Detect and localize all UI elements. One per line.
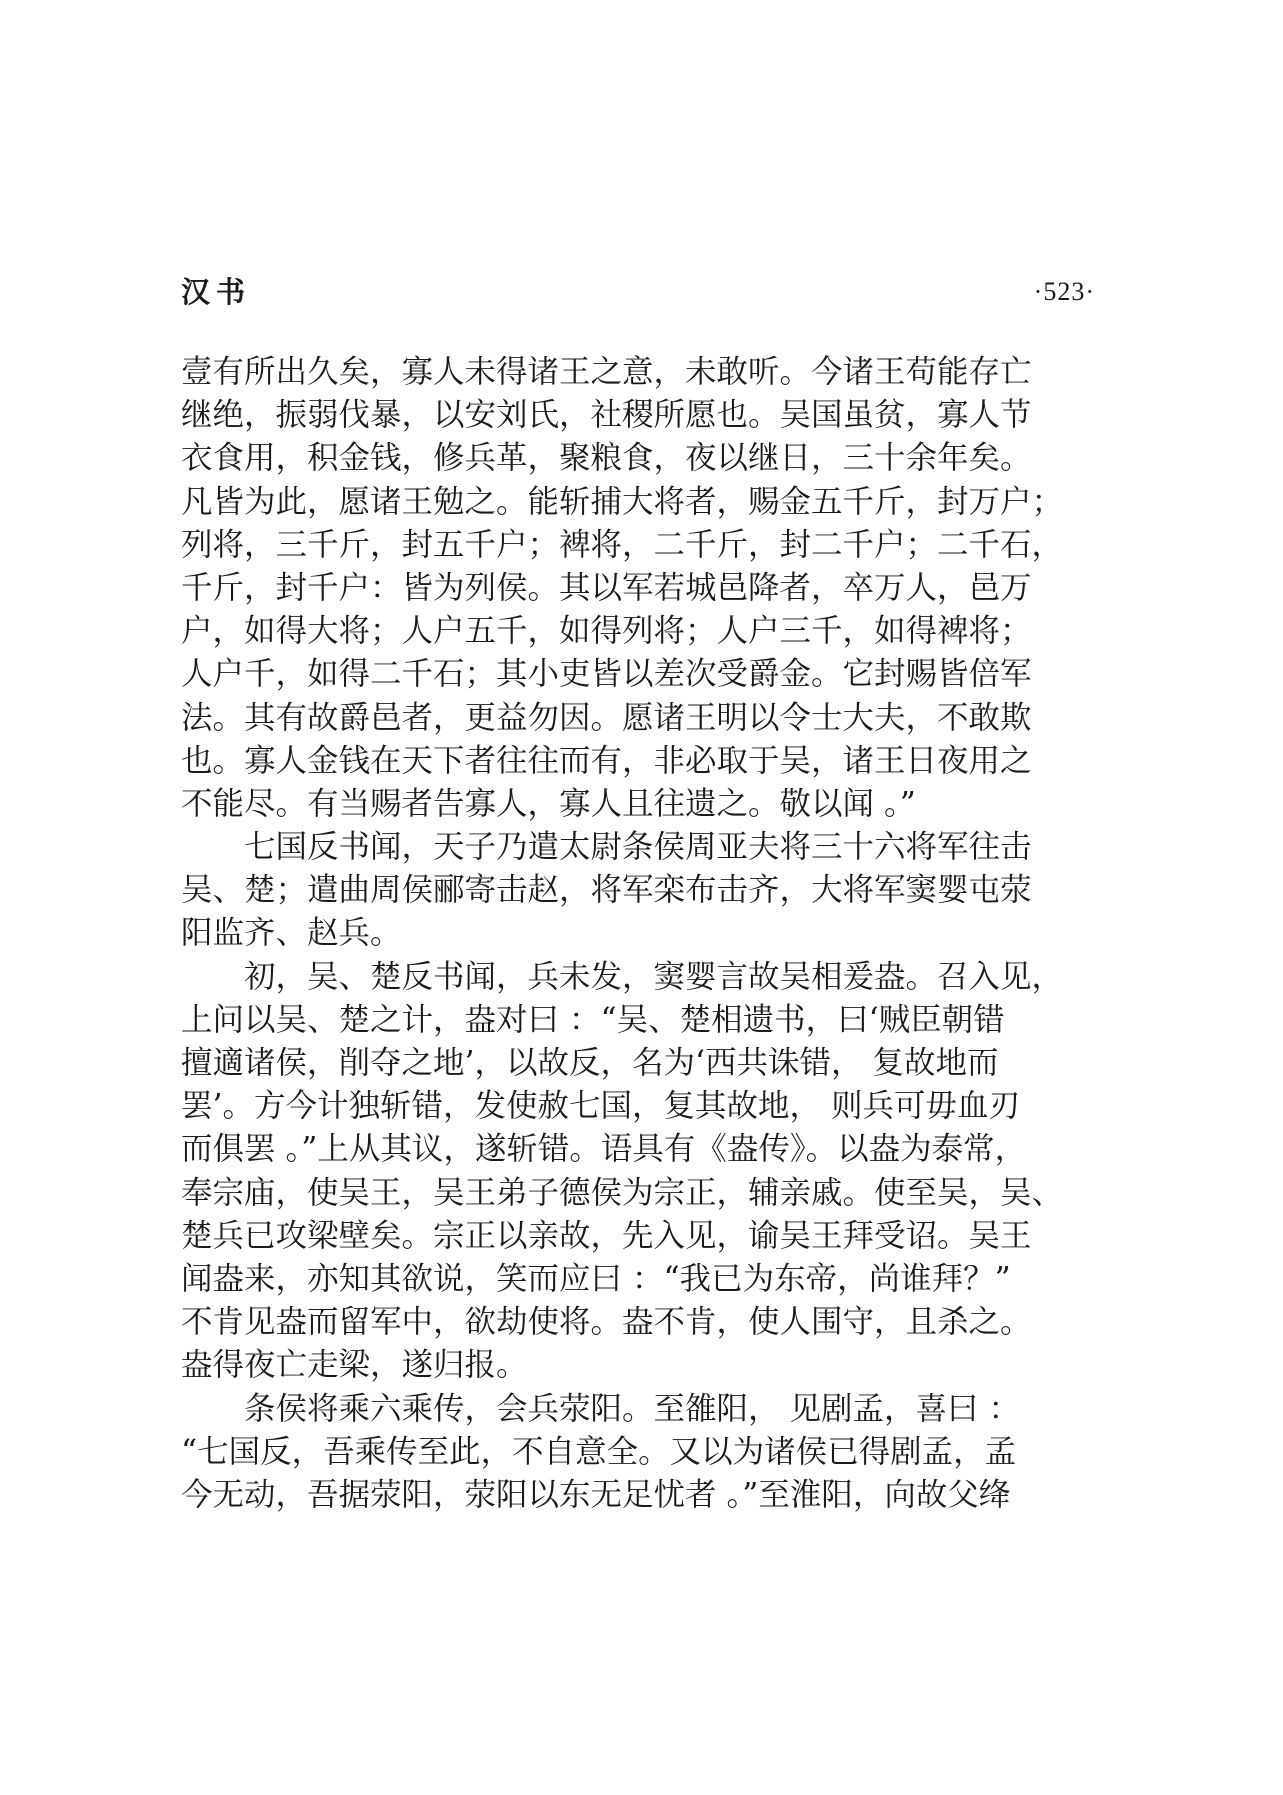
text-line: 列将，三千斤，封五千户；裨将，二千斤，封二千户；二千石，	[181, 526, 1064, 563]
text-line: 擅適诸侯，削夺之地’，以故反，名为‘西共诛错， 复故地而	[181, 1045, 999, 1081]
text-line: 奉宗庙，使吴王，吴王弟子德侯为宗正，辅亲戚。使至吴，吴、	[181, 1174, 1064, 1211]
text-line: 壹有所出久矣，寡人未得诸王之意，未敢听。今诸王苟能存亡	[181, 354, 1032, 390]
text-line: 罢’。方今计独斩错，发使赦七国，复其故地， 则兵可毋血刃	[181, 1088, 1021, 1125]
text-line: 户，如得大将；人户五千，如得列将；人户三千，如得裨将；	[181, 613, 1032, 650]
text-line: 人户千，如得二千石；其小吏皆以差次受爵金。它封赐皆倍军	[181, 656, 1032, 693]
text-line: 衣食用，积金钱，修兵革，聚粮食，夜以继日，三十余年矣。	[181, 440, 1032, 477]
text-line: 七国反书闻，天子乃遣太尉条侯周亚夫将三十六将军往击	[244, 829, 1032, 866]
text-line: 吴、楚；遣曲周侯郦寄击赵，将军栾布击齐，大将军窦婴屯荥	[181, 872, 1032, 909]
text-line: 千斤，封千户：皆为列侯。其以军若城邑降者，卒万人，邑万	[181, 569, 1032, 606]
page-number: ·523·	[1033, 277, 1095, 306]
book-title: 汉书	[181, 275, 252, 309]
text-line: 今无动，吾据荥阳，荥阳以东无足忧者 。”至淮阳，向故父绛	[181, 1476, 1011, 1513]
text-line: 上问以吴、楚之计，盎对曰 ：“吴、楚相遗书，曰‘贼臣朝错	[181, 1001, 1005, 1038]
text-line: 闻盎来，亦知其欲说，笑而应曰 ：“我已为东帝，尚谁拜？”	[181, 1260, 1011, 1297]
text-line: 条侯将乘六乘传，会兵荥阳。至雒阳， 见剧孟，喜曰 ：	[244, 1390, 1021, 1427]
text-line: 继绝，振弱伐暴，以安刘氏，社稷所愿也。吴国虽贫，寡人节	[181, 397, 1032, 434]
text-line: 不肯见盎而留军中，欲劫使将。盎不肯，使人围守，且杀之。	[181, 1304, 1032, 1341]
text-line: 盎得夜亡走梁，遂归报。	[181, 1347, 528, 1384]
text-line: 阳监齐、赵兵。	[181, 915, 402, 952]
paragraph	[181, 956, 1095, 1388]
text-line: 凡皆为此，愿诸王勉之。能斩捕大将者，赐金五千斤，封万户；	[181, 483, 1064, 520]
text-line: “七国反，吾乘传至此，不自意全。又以为诸侯已得剧孟，孟	[181, 1433, 1017, 1470]
text-line: 不能尽。有当赐者告寡人，寡人且往遗之。敬以闻 。”	[181, 785, 916, 822]
text-line: 初，吴、楚反书闻，兵未发，窦婴言故吴相爰盎。召入见，	[244, 958, 1064, 995]
body-text	[181, 351, 1095, 1517]
paragraph	[181, 826, 1095, 956]
text-line: 也。寡人金钱在天下者往往而有，非必取于吴，诸王日夜用之	[181, 742, 1032, 779]
text-line: 楚兵已攻梁壁矣。宗正以亲故，先入见，谕吴王拜受诏。吴王	[181, 1217, 1032, 1254]
text-line: 法。其有故爵邑者，更益勿因。愿诸王明以令士大夫，不敢欺	[181, 699, 1032, 736]
paragraph	[181, 351, 1095, 826]
paragraph	[181, 1388, 1095, 1518]
text-line: 而俱罢 。”上从其议，遂斩错。语具有《盎传》。以盎为泰常，	[181, 1131, 1027, 1168]
page-header	[181, 272, 1095, 312]
